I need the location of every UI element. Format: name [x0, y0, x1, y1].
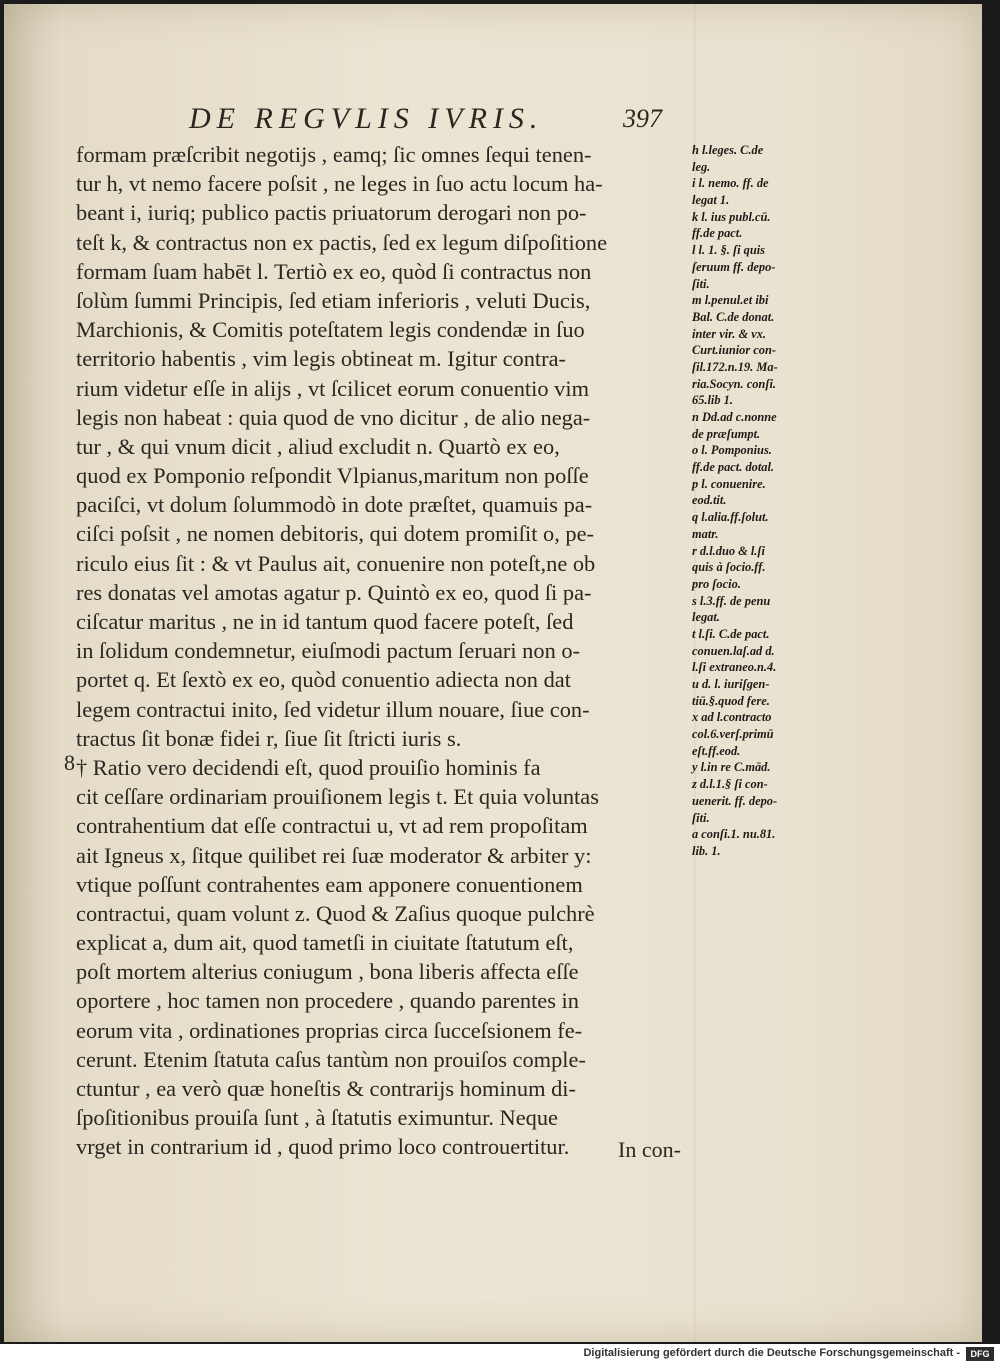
text-line: contractui, quam volunt z. Quod & Zaſius quoque pulchrè — [76, 900, 595, 926]
page-number: 397 — [623, 104, 662, 133]
margin-note-line: eod.tit. — [692, 493, 727, 508]
section-number: 8 — [64, 750, 75, 775]
margin-note-line: l l. 1. §. ſi quis — [692, 243, 765, 258]
margin-note-line: ff.de pact. dotal. — [692, 460, 775, 475]
text-line: in ſolidum condemnetur, eiuſmodi pactum ſeruari non o- — [76, 638, 581, 664]
margin-note-line: quis à ſocio.ff. — [692, 560, 766, 575]
text-line: ciſcatur maritus , ne in id tantum quod facere poteſt, ſed — [76, 609, 574, 634]
margin-note-line: z d.l.1.§ ſi con- — [692, 777, 768, 792]
text-line: ſpoſitionibus prouiſa ſunt , à ſtatutis eximuntur. Neque — [76, 1105, 558, 1131]
margin-note-line: m l.penul.et ibi — [692, 293, 769, 308]
text-line: ciſci poſsit , ne nomen debitoris, qui dotem promiſit o, pe- — [76, 521, 595, 547]
text-line: tur h, vt nemo facere poſsit , ne leges in ſuo actu locum ha- — [76, 171, 603, 197]
text-line: quod ex Pomponio reſpondit Vlpianus,maritum non poſſe — [76, 463, 589, 489]
funding-credit: Digitalisierung gefördert durch die Deutsche Forschungsgemeinschaft - — [583, 1347, 960, 1359]
margin-note-line: h l.leges. C.de — [692, 143, 764, 157]
margin-note-line: ff.de pact. — [692, 226, 743, 241]
margin-note-line: n Dd.ad c.nonne — [692, 410, 777, 424]
margin-note-line: lib. 1. — [692, 843, 721, 858]
margin-note-line: Curt.iunior con- — [692, 343, 777, 358]
body-text — [76, 140, 696, 1162]
margin-note-line: ria.Socyn. conſi. — [692, 376, 776, 391]
text-line: oportere , hoc tamen non procedere , quando parentes in — [76, 988, 579, 1014]
margin-note-line: Bal. C.de donat. — [692, 309, 775, 324]
margin-note-line: l.ſi extraneo.n.4. — [692, 660, 777, 675]
text-line: ſolùm ſummi Principis, ſed etiam inferioris , veluti Ducis, — [76, 287, 591, 313]
text-line: ait Igneus x, ſitque quilibet rei ſuæ moderator & arbiter y: — [76, 842, 592, 868]
text-line: formam præſcribit negotijs , eamq; ſic omnes ſequi tenen- — [76, 142, 592, 167]
text-line: beant i, iuriq; publico pactis priuatorum derogari non po- — [76, 200, 587, 226]
margin-note-line: q l.alia.ff.ſolut. — [692, 510, 769, 525]
text-line: legem contractui inito, ſed videtur illum nouare, ſiue con- — [76, 696, 590, 722]
text-line: eorum vita , ordinationes proprias circa ſucceſsionem fe- — [76, 1017, 583, 1043]
margin-note-line: uenerit. ff. depo- — [692, 793, 778, 808]
running-title: DE REGVLIS IVRIS. — [189, 102, 544, 135]
margin-notes — [692, 142, 842, 860]
margin-note-line: leg. — [692, 159, 711, 174]
margin-note-line: k l. ius publ.cū. — [692, 209, 771, 224]
text-line: † Ratio vero decidendi eſt, quod prouiſio hominis fa — [76, 754, 541, 780]
margin-note-line: 65.lib 1. — [692, 393, 733, 408]
text-line: vtique poſſunt contrahentes eam apponere conuentionem — [76, 871, 583, 897]
text-line: ctuntur , ea verò quæ honeſtis & contrarijs hominum di- — [76, 1076, 576, 1101]
margin-note-line: pro ſocio. — [692, 576, 741, 591]
margin-note-line: tiū.§.quod fere. — [692, 693, 770, 708]
footer-bar — [0, 1344, 1000, 1365]
margin-note-line: ſil.172.n.19. Ma- — [692, 359, 778, 374]
text-line: tur , & qui vnum dicit , aliud excludit n. Quartò ex eo, — [76, 433, 560, 459]
margin-note-line: a conſi.1. nu.81. — [692, 827, 776, 842]
margin-note-line: de præſumpt. — [692, 426, 761, 441]
book-page — [4, 4, 982, 1342]
text-line: Marchionis, & Comitis poteſtatem legis condendæ in ſuo — [76, 317, 585, 343]
margin-note-line: inter vir. & vx. — [692, 326, 766, 341]
margin-note-line: u d. l. iuriſgen- — [692, 677, 770, 691]
margin-note-line: i l. nemo. ff. de — [692, 176, 769, 191]
text-line: territorio habentis , vim legis obtineat m. Igitur contra- — [76, 346, 566, 372]
text-line: formam ſuam habēt l. Tertiò ex eo, quòd ſi contractus non — [76, 258, 592, 284]
text-line: tractus ſit bonæ fidei r, ſiue ſit ſtricti iuris s. — [76, 725, 462, 751]
text-line: poſt mortem alterius coniugum , bona liberis affecta eſſe — [76, 959, 579, 985]
text-line: explicat a, dum ait, quod tametſi in ciuitate ſtatutum eſt, — [76, 930, 574, 956]
text-line: legis non habeat : quia quod de vno dicitur , de alio nega- — [76, 404, 591, 430]
margin-note-line: p l. conuenire. — [692, 476, 766, 491]
margin-note-line: y l.in re C.mād. — [692, 760, 771, 775]
text-line: vrget in contrarium id , quod primo loco controuertitur. — [76, 1134, 570, 1160]
text-line: rium videtur eſſe in alijs , vt ſcilicet eorum conuentio vim — [76, 375, 589, 401]
text-line: cit ceſſare ordinariam prouiſionem legis t. Et quia voluntas — [76, 784, 599, 810]
margin-note-line: matr. — [692, 526, 719, 541]
margin-note-line: ſiti. — [692, 276, 710, 291]
text-line: res donatas vel amotas agatur p. Quintò ex eo, quod ſi pa- — [76, 579, 592, 605]
text-line: portet q. Et ſextò ex eo, quòd conuentio adiecta non dat — [76, 667, 571, 693]
margin-note-line: conuen.laſ.ad d. — [692, 643, 775, 658]
page-header — [189, 102, 689, 142]
dfg-logo: DFG — [966, 1347, 994, 1361]
text-line: paciſci, vt dolum ſolummodò in dote præſtet, quamuis pa- — [76, 492, 593, 518]
margin-note-line: r d.l.duo & l.ſi — [692, 543, 765, 558]
catchword: In con- — [618, 1137, 681, 1162]
text-line: contrahentium dat eſſe contractui u, vt ad rem propoſitam — [76, 813, 588, 839]
margin-note-line: o l. Pomponius. — [692, 443, 772, 458]
text-line: cerunt. Etenim ſtatuta caſus tantùm non prouiſos comple- — [76, 1046, 586, 1072]
text-line: teſt k, & contractus non ex pactis, ſed ex legum diſpoſitione — [76, 229, 608, 255]
margin-note-line: legat 1. — [692, 193, 730, 208]
margin-note-line: ſiti. — [692, 810, 710, 825]
margin-note-line: legat. — [692, 610, 720, 625]
margin-note-line: col.6.verſ.primū — [692, 727, 774, 742]
margin-note-line: ſeruum ff. depo- — [692, 259, 776, 274]
text-line: riculo eius ſit : & vt Paulus ait, conuenire non poteſt,ne ob — [76, 550, 596, 576]
margin-note-line: s l.3.ff. de penu — [692, 593, 771, 608]
margin-note-line: x ad l.contracto — [692, 710, 772, 725]
margin-note-line: t l.ſi. C.de pact. — [692, 626, 770, 641]
margin-note-line: eſt.ff.eod. — [692, 743, 741, 758]
